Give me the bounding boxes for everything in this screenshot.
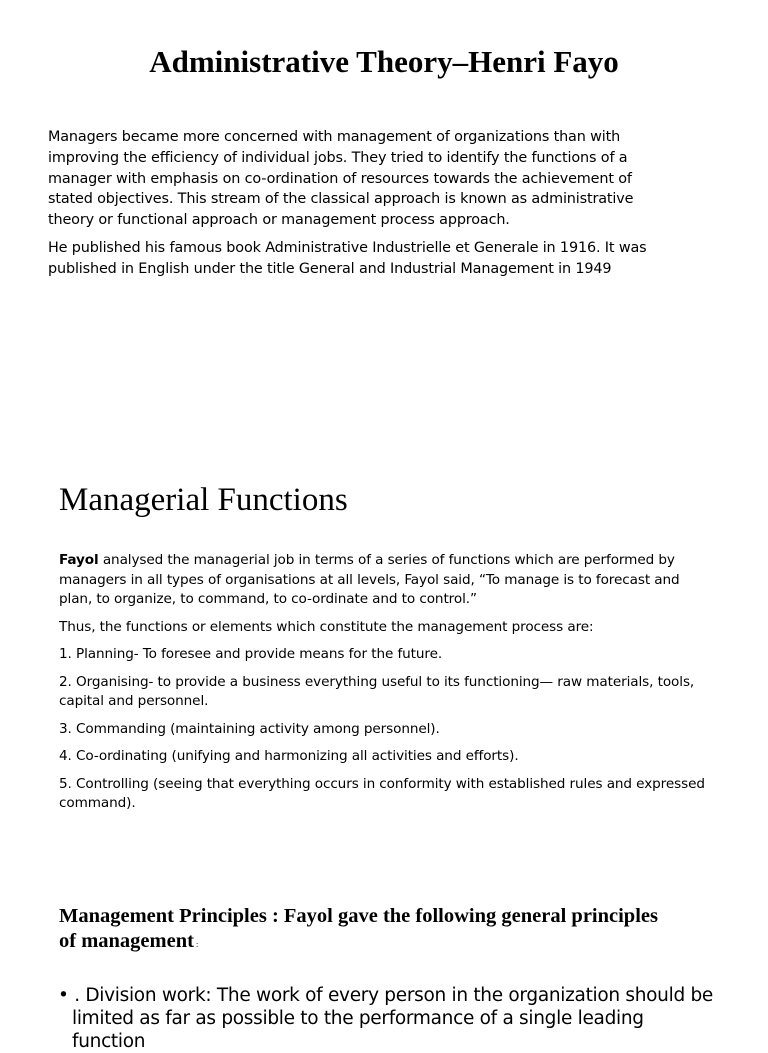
slide-administrative-theory: [0, 0, 768, 420]
intro-text: analysed the managerial job in terms of a series of functions which are performed by managers in all types of organisations at all levels, Fayol said, “To manage is to forecast and plan, to organize, to command, to co-ordinate and to control.”: [59, 552, 680, 607]
bold-term: Fayol: [59, 552, 99, 568]
slide-management-principles: [0, 890, 768, 1052]
function-item: 2. Organising- to provide a business everything useful to its functioning— raw materials, tools, capital and personnel.: [59, 673, 695, 709]
slide-body: [48, 127, 668, 287]
slide-title-text: Management Principles : Fayol gave the following general principles of management: [59, 905, 658, 952]
slide-body: [58, 984, 718, 1053]
lead-paragraph: Thus, the functions or elements which constitute the management process are:: [59, 618, 594, 635]
slide-title: [59, 904, 679, 957]
intro-paragraph: [59, 551, 709, 610]
slide-title: Administrative Theory–Henri Fayo: [149, 44, 619, 79]
body-paragraph: Managers became more concerned with management of organizations than with improving the efficiency of individual jobs. They tried to identify the functions of a manager with emphasis on co-ordination of resources towards the achievement of stated objectives. This stream of the classical approach is known as administrative theory or functional approach or management process approach.: [48, 129, 634, 229]
function-item: 1. Planning- To foresee and provide means for the future.: [59, 646, 443, 662]
function-item: 4. Co-ordinating (unifying and harmonizing all activities and efforts).: [59, 748, 519, 764]
slide-body: [59, 551, 709, 822]
principle-bullet: • . Division work: The work of every person in the organization should be limited as far as possible to the performance of a single leading function: [58, 985, 713, 1052]
slide-title: Managerial Functions: [59, 482, 348, 518]
function-item: 3. Commanding (maintaining activity among personnel).: [59, 720, 440, 737]
function-item: 5. Controlling (seeing that everything occurs in conformity with established rules and expressed command).: [59, 775, 705, 811]
slide-title-suffix: :: [195, 940, 199, 949]
slide-managerial-functions: [0, 470, 768, 830]
body-paragraph: He published his famous book Administrative Industrielle et Generale in 1916. It was published in English under the title General and Industrial Management in 1949: [48, 239, 647, 277]
